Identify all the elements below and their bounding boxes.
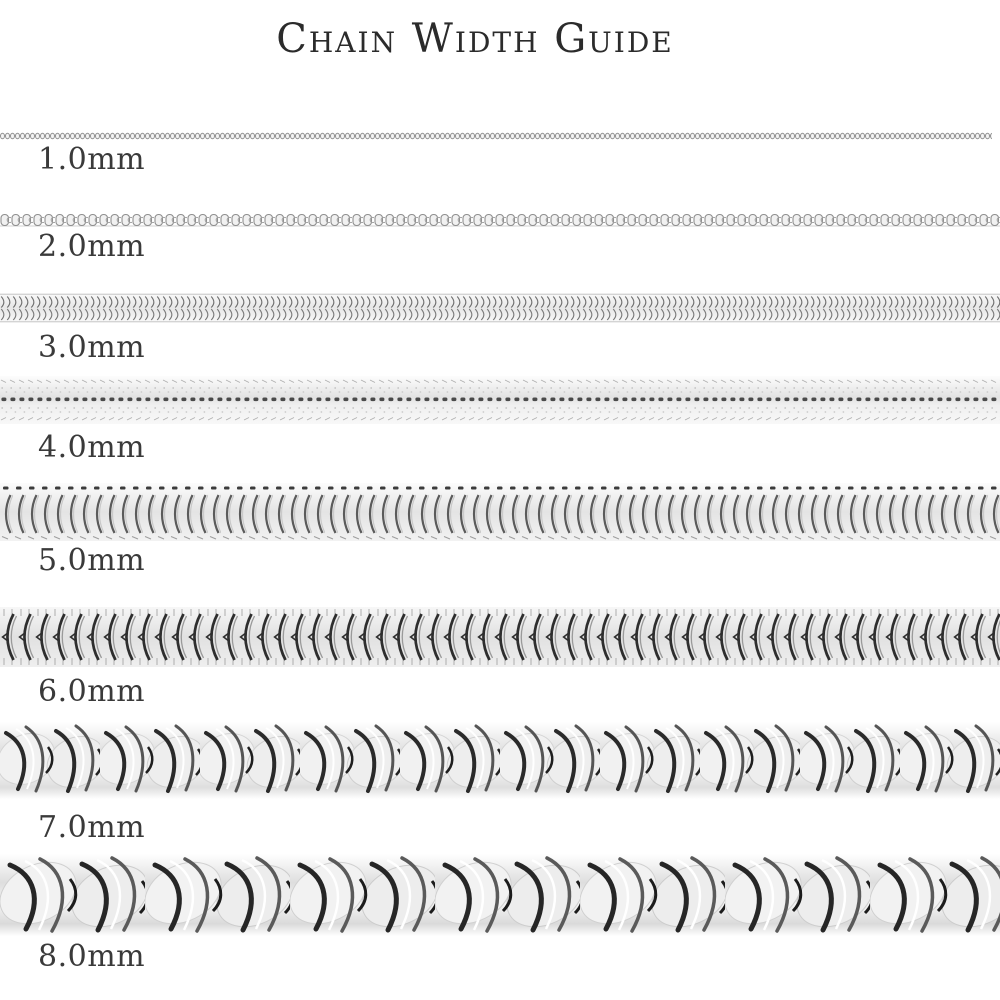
chain-row bbox=[0, 376, 1000, 465]
page-title: Chain Width Guide bbox=[276, 16, 674, 62]
chain-row bbox=[0, 717, 1000, 845]
chain-row bbox=[0, 607, 1000, 709]
chain-width-label: 1.0mm bbox=[38, 142, 146, 177]
chain-width-label: 4.0mm bbox=[38, 430, 146, 465]
chain-row bbox=[0, 293, 1000, 365]
chain-image-6mm bbox=[0, 607, 1000, 667]
chain-width-label: 3.0mm bbox=[38, 330, 146, 365]
chain-image-1mm bbox=[0, 131, 1000, 141]
chain-image-3mm bbox=[0, 293, 1000, 323]
chain-width-label: 7.0mm bbox=[38, 810, 146, 845]
chain-width-label: 6.0mm bbox=[38, 674, 146, 709]
chain-width-label: 5.0mm bbox=[38, 543, 146, 578]
chain-image-8mm bbox=[0, 851, 1000, 938]
chain-image-5mm bbox=[0, 483, 1000, 541]
chain-image-2mm bbox=[0, 212, 1000, 229]
chain-width-label: 8.0mm bbox=[38, 939, 146, 974]
chain-row bbox=[0, 851, 1000, 974]
chain-width-label: 2.0mm bbox=[38, 229, 146, 264]
chain-row bbox=[0, 483, 1000, 578]
chain-row bbox=[0, 212, 1000, 264]
chain-row bbox=[0, 131, 1000, 177]
chain-image-7mm bbox=[0, 717, 1000, 804]
chain-image-4mm bbox=[0, 376, 1000, 424]
